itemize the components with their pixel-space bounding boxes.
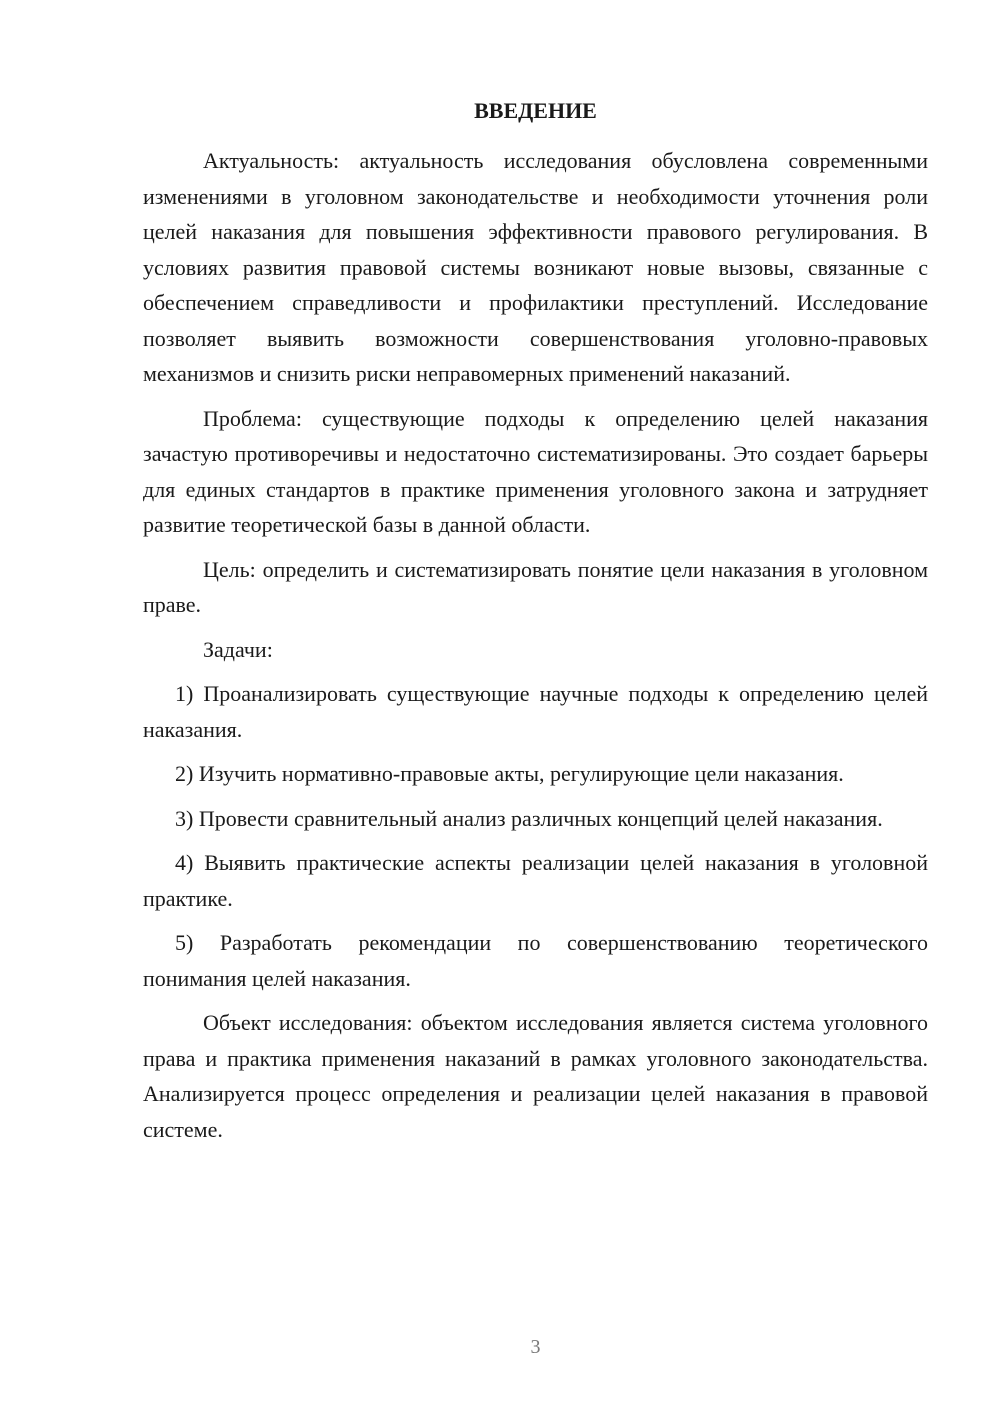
document-body [143,143,928,1156]
relevance-paragraph: Актуальность: актуальность исследования обусловлена современными изменениями в уголовном законодательстве и необходимости уточнения роли целей наказания для повышения эффективности правового регулирования. В условиях развития правовой системы возникают новые вызовы, связанные с обеспечением справедливости и профилактики преступлений. Исследование позволяет выявить возможности совершенствования уголовно-правовых механизмов и снизить риски неправомерных применений наказаний. [143,148,928,386]
task-item-4: 4) Выявить практические аспекты реализации целей наказания в уголовной практике. [143,850,928,911]
task-item-5: 5) Разработать рекомендации по совершенствованию теоретического понимания целей наказания. [143,930,928,991]
section-title: ВВЕДЕНИЕ [474,98,597,123]
research-object-paragraph: Объект исследования: объектом исследования является система уголовного права и практика применения наказаний в рамках уголовного законодательства. Анализируется процесс определения и реализации целей наказания в правовой системе. [143,1010,928,1142]
tasks-heading: Задачи: [203,636,273,662]
problem-paragraph: Проблема: существующие подходы к определению целей наказания зачастую противоречивы и недостаточно систематизированы. Это создает барьеры для единых стандартов в практике применения уголовного закона и затрудняет развитие теоретической базы в данной области. [143,405,928,537]
task-item-3: 3) Провести сравнительный анализ различных концепций целей наказания. [175,805,883,831]
task-item-2: 2) Изучить нормативно-правовые акты, регулирующие цели наказания. [175,761,844,786]
goal-paragraph: Цель: определить и систематизировать понятие цели наказания в уголовном праве. [143,556,928,617]
task-item-1: 1) Проанализировать существующие научные подходы к определению целей наказания. [143,681,928,742]
page-number: 3 [530,1336,541,1358]
